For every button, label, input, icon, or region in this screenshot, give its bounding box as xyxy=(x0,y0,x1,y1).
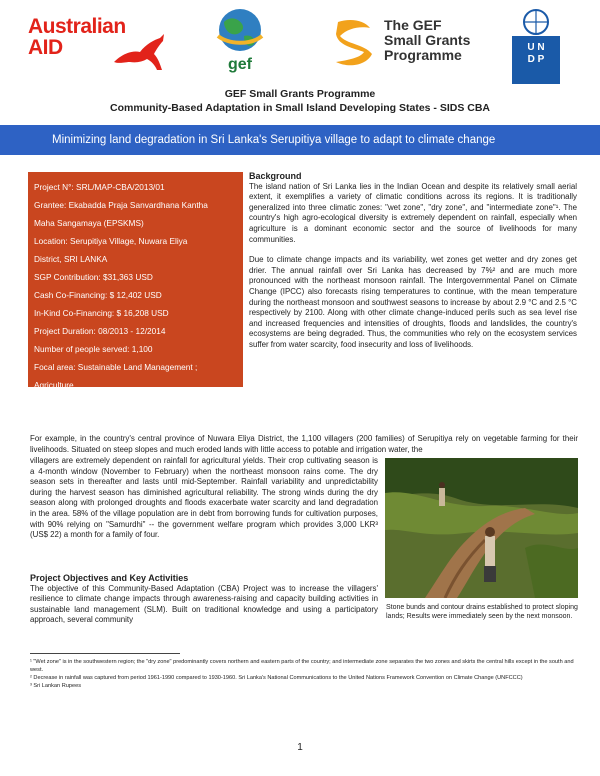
globe-icon xyxy=(210,6,270,56)
document-title xyxy=(0,88,600,114)
australian-aid-logo xyxy=(28,16,168,72)
info-line: Number of people served: 1,100 xyxy=(34,344,153,354)
gef-wordmark: gef xyxy=(228,56,252,73)
footnote-1: ¹ "Wet zone" is in the southwestern region; the "dry zone" predominantly covers northern and eastern parts of the country; and intermediate zone separates the two zones and skirts the central hills except in the south and west. xyxy=(30,659,574,673)
un-emblem-icon xyxy=(506,6,566,40)
info-line: Project Duration: 08/2013 - 12/2014 xyxy=(34,326,166,336)
footnote-3: ³ Sri Lankan Rupees xyxy=(30,683,81,689)
project-banner xyxy=(0,125,600,155)
info-line: District, SRI LANKA xyxy=(34,254,108,264)
background-section xyxy=(249,171,577,361)
example-continued-text: villagers are extremely dependent on rainfall for agricultural yields. Their crop cultivating season is a 4-month window (November to February) when the northeast monsoon rains come. The dry season sets in thereafter and lasts until mid-September. Rainfall variability and unpredictability during the harvest season has diminished agricultural reliability. The strong winds during the dry season along with prolonged droughts and floods exacerbate water scarcity and land degradation in the area. 58% of the village population are in debt from borrowing funds for cultivation purposes, with 90% relying on "Samurdhi" -- the government welfare program which provides 3,000 LKR³ (US$ 22) a month for a family of four. xyxy=(30,456,378,540)
info-line: Agriculture xyxy=(34,380,74,390)
info-line: Cash Co-Financing: $ 12,402 USD xyxy=(34,290,162,300)
photo-image xyxy=(385,458,578,598)
logo-bar xyxy=(0,6,600,88)
kangaroo-icon xyxy=(110,32,170,72)
info-line: Grantee: Ekabadda Praja Sanvardhana Kantha xyxy=(34,200,208,210)
objectives-section xyxy=(30,573,378,626)
undp-block xyxy=(512,36,560,84)
background-heading: Background xyxy=(249,171,302,181)
project-series-title: Community-Based Adaptation in Small Island Developing States - SIDS CBA xyxy=(110,102,490,114)
info-line: Focal area: Sustainable Land Management ; xyxy=(34,362,198,372)
gef-logo xyxy=(210,6,270,80)
footnote-2: ² Decrease in rainfall was captured from period 1961-1990 compared to 1930-1960. Sri Lanka's National Communications to the United Nations Framework Convention on Climate Change (UNFCCC) xyxy=(30,675,523,681)
info-line: In-Kind Co-Financing: $ 16,208 USD xyxy=(34,308,169,318)
background-paragraph-2: Due to climate change impacts and its variability, wet zones get wetter and dry zones get drier. The annual rainfall over Sri Lanka has decreased by 7%² and are much more pronounced with the northeast monsoon rainfall. The Intergovernmental Panel on Climate Change (IPCC) also forecasts rising temperatures to continue, with the mean temperature during the northeast monsoon and southwest seasons to increase by about 2.9 °C and 2.5 °C respectively by 2100. Along with other climate change-induced perils such as sea level rise and increased frequencies and intensities of droughts, floods and landslides, the country's ecosystems are being degraded. Thus, the communities who rely on the ecosystem services suffer from water scarcity, food insecurity and loss of livelihoods. xyxy=(249,255,577,349)
info-line: Maha Sangamaya (EPSKMS) xyxy=(34,218,144,228)
example-continued xyxy=(30,456,378,541)
stone-bunds-photo xyxy=(385,458,578,598)
banner-text: Minimizing land degradation in Sri Lanka's Serupitiya village to adapt to climate change xyxy=(52,134,496,146)
background-paragraph-1: The island nation of Sri Lanka lies in the Indian Ocean and despite its relatively small aerial extent, it exemplifies a variety of climatic conditions across its regions. It is traditionally generalized into three climatic zones: "wet zone", "dry zone", and "intermediate zone"¹. The country's high agro-ecological diversity is extremely dependent on rainfall, especially when agriculture is a dominant economic sector and the source of livelihoods for many communities. xyxy=(249,181,577,244)
photo-caption: Stone bunds and contour drains established to protect sloping lands; Results were immediately seen by the next monsoon. xyxy=(386,604,578,620)
footnote-divider xyxy=(30,653,180,654)
objectives-text: The objective of this Community-Based Adaptation (CBA) Project was to increase the villagers' resilience to climate change impacts through awareness-raising and capacity building activities in sustainable land management (SLM). Built on traditional knowledge and using a participatory approach, several community xyxy=(30,583,378,625)
undp-logo xyxy=(506,6,566,86)
info-line: Project N°: SRL/MAP-CBA/2013/01 xyxy=(34,182,165,192)
sgp-logo xyxy=(330,10,480,80)
info-line: Location: Serupitiya Village, Nuwara Eliya xyxy=(34,236,188,246)
page-number: 1 xyxy=(297,742,303,753)
sgp-wordmark: The GEF Small Grants Programme xyxy=(384,17,471,63)
objectives-heading: Project Objectives and Key Activities xyxy=(30,573,189,583)
example-paragraph xyxy=(30,434,578,455)
programme-title: GEF Small Grants Programme xyxy=(224,88,376,100)
australian-aid-wordmark: Australian AID xyxy=(28,15,126,59)
info-line: SGP Contribution: $31,363 USD xyxy=(34,272,153,282)
example-paragraph-text: For example, in the country's central province of Nuwara Eliya District, the 1,100 villagers (200 families) of Serupitiya rely on vegetable farming for their livelihoods. Situated on steep slopes and much eroded lands with little access to potable and irrigation water, the xyxy=(30,434,578,454)
project-info-box xyxy=(28,172,243,390)
sgp-emblem-icon xyxy=(330,14,382,74)
undp-wordmark: U N D P xyxy=(527,42,545,65)
footnotes xyxy=(30,658,578,690)
